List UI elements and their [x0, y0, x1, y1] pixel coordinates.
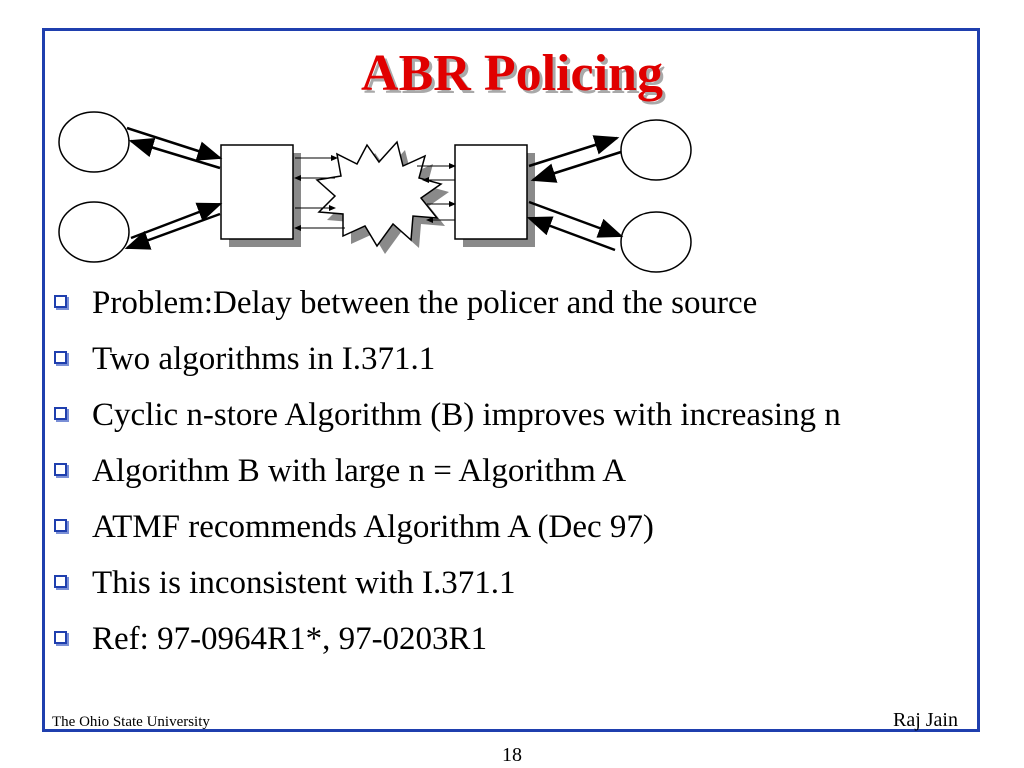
switch-right — [455, 145, 527, 239]
bullet-box-icon — [54, 295, 67, 308]
network-diagram — [55, 108, 705, 283]
host-circle-bottom-right — [621, 212, 691, 272]
host-circle-top-left — [59, 112, 129, 172]
bullet-item: Ref: 97-0964R1*, 97-0203R1 — [52, 618, 952, 660]
bullet-box-icon — [54, 351, 67, 364]
bullet-item: This is inconsistent with I.371.1 — [52, 562, 952, 604]
host-circle-bottom-left — [59, 202, 129, 262]
bullet-box-icon — [54, 631, 67, 644]
bullet-box-icon — [54, 463, 67, 476]
slide-title: ABR Policing — [361, 45, 663, 102]
bullet-item: Algorithm B with large n = Algorithm A — [52, 450, 952, 492]
bullet-list — [52, 282, 952, 674]
footer-author: Raj Jain — [893, 709, 958, 731]
bullet-box-icon — [54, 575, 67, 588]
bullet-item: ATMF recommends Algorithm A (Dec 97) — [52, 506, 952, 548]
bullet-box-icon — [54, 407, 67, 420]
switch-left — [221, 145, 293, 239]
bullet-item: Two algorithms in I.371.1 — [52, 338, 952, 380]
bullet-box-icon — [54, 519, 67, 532]
host-circle-top-right — [621, 120, 691, 180]
page-number: 18 — [502, 744, 522, 766]
footer-university: The Ohio State University — [52, 714, 210, 730]
bullet-item: Cyclic n-store Algorithm (B) improves with increasing n — [52, 394, 952, 436]
bullet-item: Problem:Delay between the policer and the source — [52, 282, 952, 324]
